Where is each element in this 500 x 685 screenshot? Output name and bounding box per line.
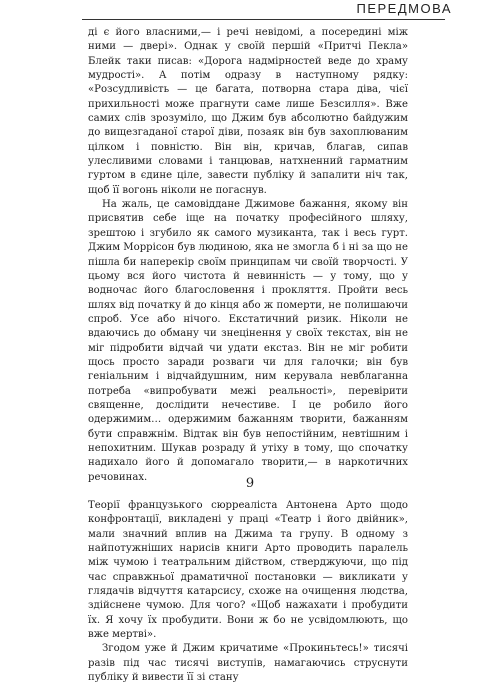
paragraph-4: Згодом уже й Джим кричатиме «Прокиньтесь!» тисячі разів під час тисячі виступів, намагаючись струснути публіку й вивести її зі стану (88, 643, 408, 684)
paragraph-1: ді є його власними,— і речі невідомі, а посередині між ними — двері». Однак у своїй першій «Притчі Пекла» Блейк таки писав: «Дорога надмірностей веде до храму мудрості». А потім одразу в наступному рядку: «Розсудливість — це багата, потворна стара діва, чієї прихильності може прагнути саме лише Безсилля». Вже самих слів зрозуміло, що Джим був абсолютно байдужим до вищезгаданої старої діви, позаяк він був захоплюваним цілком і повністю. Він він, кричав, благав, сипав улесливими словами і танцював, натхненний гарматним гуртом в єдине ціле, завести публіку й запалити ніч так, щоб її вогонь ніколи не погаснув. (88, 27, 408, 196)
paragraph-2: На жаль, це самовіддане Джимове бажання, якому він присвятив себе іще на початку професійного шляху, зрештою і згубило як самого музиканта, так і весь гурт. Джим Моррісон був людиною, яка не змогла б і ні за що не пішла би наперекір своїм принципам чи своїй творчості. У цьому вся його чистота й невинність — у тому, що у водночас його благословення і прокляття. Пройти весь шлях від початку й до кінця або ж померти, не полишаючи спроб. Усе або нічого. Екстатичний ризик. Ніколи не вдаючись до обману чи знецінення у своїх текстах, він не міг підробити відчай чи удати екстаз. Він не міг робити щось просто заради розваги чи для галочки; він був геніальним і відчайдушним, ним керувала невблаганна потреба «випробувати межі реальності», перевірити священне, дослідити нечестиве. І це робило його одержимим… одержимим бажанням творити, бажанням бути справжнім. Відтак він був непостійним, невтішним і непохитним. Шукав розраду й утіху в тому, що спочатку надихало його й допомагало творити,— в наркотичних речовинах. (88, 199, 408, 483)
running-head: ПЕРЕДМОВА (356, 1, 452, 16)
body-text (88, 26, 408, 685)
header-rule (82, 19, 445, 20)
paragraph-3: Теорії французького сюрреаліста Антонена Арто щодо конфронтації, викладені у праці «Театр і його двійник», мали значний вплив на Джима та групу. В одному з найпотужніших нарисів книги Арто проводить паралель між чумою і театральним дійством, стверджуючи, що під час справжньої драматичної постановки — викликати у глядачів відчуття катарсису, схоже на очищення людства, здійснене чумою. Для чого? «Щоб нажахати і пробудити їх. Я хочу їх пробудити. Вони ж бо не усвідомлюють, що вже мертві». (88, 500, 408, 641)
page-number: 9 (245, 476, 255, 491)
